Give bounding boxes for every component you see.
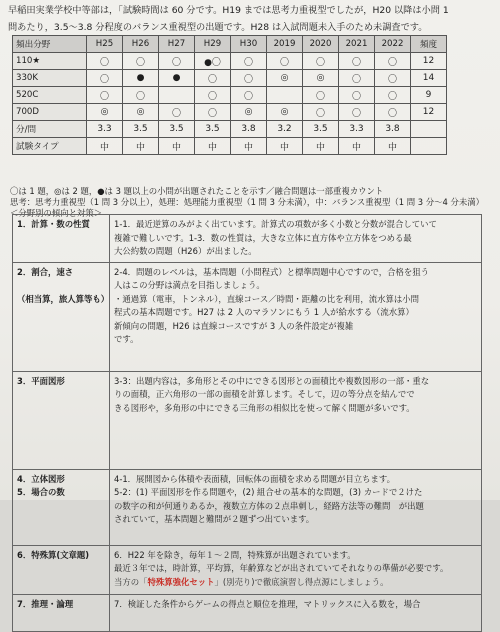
table-cell: 〇 xyxy=(123,53,159,70)
table-cell: 〇 xyxy=(159,53,195,70)
column-header: 頻度 xyxy=(411,36,447,53)
trend-description xyxy=(110,545,482,594)
table-cell: 〇 xyxy=(231,87,267,104)
table-cell: ●〇 xyxy=(195,53,231,70)
table-cell: 3.5 xyxy=(303,121,339,138)
table-cell: 〇 xyxy=(195,87,231,104)
category-label: 6．特殊算(文章題) xyxy=(17,549,90,560)
trend-description xyxy=(110,371,482,469)
description-line: 人はこの分野は満点を目指しましょう。 xyxy=(114,280,265,290)
table-cell: 〇 xyxy=(87,70,123,87)
table-cell: 9 xyxy=(411,87,447,104)
description-line: 複雑で難しいです。1-3．数の性質は，大きな立体に直方体や立方体をつめる最 xyxy=(114,232,412,243)
table-cell: 〇 xyxy=(375,104,411,121)
promo-line xyxy=(114,576,477,590)
table-cell: 〇 xyxy=(195,104,231,121)
column-header: 2019 xyxy=(267,36,303,53)
table-cell: 中 xyxy=(123,138,159,155)
table-cell: 中 xyxy=(267,138,303,155)
trend-category xyxy=(13,469,110,545)
table-cell: ◎ xyxy=(303,70,339,87)
column-header: H26 xyxy=(123,36,159,53)
column-header: 頻出分野 xyxy=(13,36,87,53)
table-cell: 〇 xyxy=(303,104,339,121)
trend-category xyxy=(13,262,110,371)
table-cell: 3.3 xyxy=(87,121,123,138)
trend-row xyxy=(13,262,482,371)
description-line: されていて，基本問題と難問が２題ずつ出ています。 xyxy=(114,514,315,524)
description-line: りの面積，正六角形の一部の面積を計算します。そして，辺の等分点を結んでで xyxy=(114,389,415,399)
description-line: 3-3：出題内容は，多角形とその中にできる図形との面積比や複数図形の一部・重な xyxy=(114,375,430,386)
table-cell: 3.2 xyxy=(267,121,303,138)
promo-text: 」(別売り)で徹底演習し得点源にしましょう。 xyxy=(214,576,389,587)
trend-row xyxy=(13,371,482,469)
table-cell: 中 xyxy=(231,138,267,155)
table-cell: 12 xyxy=(411,53,447,70)
category-label: （相当算，旅人算等も） xyxy=(17,293,110,304)
trend-category xyxy=(13,594,110,631)
table-cell: 中 xyxy=(159,138,195,155)
table-cell xyxy=(267,87,303,104)
table-cell: 中 xyxy=(87,138,123,155)
table-cell: ● xyxy=(159,70,195,87)
table-header-row xyxy=(13,36,447,53)
table-cell: 〇 xyxy=(231,70,267,87)
trend-table xyxy=(12,214,482,632)
table-cell: 〇 xyxy=(339,104,375,121)
table-row xyxy=(13,70,447,87)
trend-category xyxy=(13,371,110,469)
table-row xyxy=(13,104,447,121)
table-cell: 〇 xyxy=(339,87,375,104)
trend-description xyxy=(110,594,482,631)
table-cell: 〇 xyxy=(267,53,303,70)
table-cell: 〇 xyxy=(339,53,375,70)
table-cell: 〇 xyxy=(159,104,195,121)
table-cell: 3.5 xyxy=(123,121,159,138)
description-line: 5-2：(1) 平面図形を作る問題や，(2) 組合せの基本的な問題，(3) カードで２けた xyxy=(114,487,423,497)
table-cell: 中 xyxy=(339,138,375,155)
table-cell: 〇 xyxy=(375,87,411,104)
promo-text: 当方の「 xyxy=(114,576,148,587)
column-header: H25 xyxy=(87,36,123,53)
category-label: 1．計算・数の性質 xyxy=(17,219,90,229)
table-cell: ● xyxy=(123,70,159,87)
description-line: の数字の和が何通りあるか，複数立方体の２点串刺し，経路方法等の難問 が出題 xyxy=(114,500,424,511)
table-row xyxy=(13,53,447,70)
column-header: H29 xyxy=(195,36,231,53)
trend-description xyxy=(110,262,482,371)
trend-row xyxy=(13,469,482,545)
table-cell: 〇 xyxy=(87,53,123,70)
intro-line-1: 早稲田実業学校中等部は，「試験時間は 60 分です。H19 までは思考力重視型でしたが，H20 以降は小問 1 xyxy=(8,5,449,16)
section-heading: ＜分野別の傾向と対策＞ xyxy=(10,208,103,218)
promo-product-name: 特殊算強化セット xyxy=(147,576,215,587)
trend-category xyxy=(13,215,110,263)
table-cell: 中 xyxy=(303,138,339,155)
table-cell: 〇 xyxy=(375,70,411,87)
table-cell: 3.8 xyxy=(231,121,267,138)
table-cell: 12 xyxy=(411,104,447,121)
category-label: 7．推理・論理 xyxy=(17,598,74,609)
description-line: です。 xyxy=(114,334,139,344)
table-cell: 〇 xyxy=(375,53,411,70)
trend-row xyxy=(13,594,482,631)
table-cell: 〇 xyxy=(123,87,159,104)
table-cell: 〇 xyxy=(303,53,339,70)
column-header: 2022 xyxy=(375,36,411,53)
description-line: きる図形や，多角形の中にできる三角形の相似比を使って解く問題が多いです。 xyxy=(114,402,415,413)
description-line: 最近３年では，時計算，平均算，年齢算などが出されていてそれなりの準備が必要です。 xyxy=(114,563,449,573)
table-cell xyxy=(411,138,447,155)
category-label: 2．割合，速さ xyxy=(17,266,74,277)
description-line: 2-4．問題のレベルは，基本問題（小問程式）と標準問題中心ですので，合格を狙う xyxy=(114,266,430,277)
table-cell xyxy=(159,87,195,104)
category-label: 3．平面図形 xyxy=(17,375,65,386)
table-cell: 中 xyxy=(375,138,411,155)
description-line: 新傾向の問題，H26 は直線コースですが 3 人の条件設定が複雑 xyxy=(114,320,354,331)
intro-paragraph xyxy=(8,2,492,36)
description-line: 程式の基本問題です。H27 は 2 人のマラソンにもう 1 人が給水する（流水算） xyxy=(114,307,414,317)
table-cell: 〇 xyxy=(87,87,123,104)
table-cell: ◎ xyxy=(267,70,303,87)
frequency-table xyxy=(12,35,447,155)
trend-description xyxy=(110,215,482,263)
table-cell: 〇 xyxy=(195,70,231,87)
row-label: 520C xyxy=(13,87,87,104)
table-cell: ◎ xyxy=(123,104,159,121)
table-cell: 3.5 xyxy=(159,121,195,138)
row-label: 試験タイプ xyxy=(13,138,87,155)
description-line: ・通過算（電車，トンネル），直線コース／時間・距離の比を利用，流水算は小問 xyxy=(114,293,420,304)
table-cell xyxy=(411,121,447,138)
table-row xyxy=(13,138,447,155)
table-cell: 3.8 xyxy=(375,121,411,138)
legend-symbols: 〇は 1 題，◎は 2 題，●は 3 題以上の小問が出題されたことを示す／融合問題は一部重複カウント xyxy=(10,186,384,196)
column-header: 2021 xyxy=(339,36,375,53)
table-cell: ◎ xyxy=(231,104,267,121)
row-label: 110★ xyxy=(13,53,87,70)
table-cell: 〇 xyxy=(231,53,267,70)
trend-category xyxy=(13,545,110,594)
description-line: 7．検証した条件からゲームの得点と順位を推理，マトリックスに入る数を，場合 xyxy=(114,598,421,609)
description-line: 大公約数の問題（H26）が出ました。 xyxy=(114,246,257,256)
row-label: 700D xyxy=(13,104,87,121)
category-label: 5．場合の数 xyxy=(17,487,65,497)
table-row xyxy=(13,87,447,104)
table-cell: 3.3 xyxy=(339,121,375,138)
column-header: 2020 xyxy=(303,36,339,53)
row-label: 330K xyxy=(13,70,87,87)
trend-row xyxy=(13,545,482,594)
trend-description xyxy=(110,469,482,545)
category-label xyxy=(17,279,105,293)
description-line: 6．H22 年を除き，毎年１～２問，特殊算が出題されています。 xyxy=(114,549,356,560)
intro-line-2: 問あたり，3.5～3.8 分程度のバランス重視型の出題です。H28 は入試問題未入手のため未調査です。 xyxy=(8,22,428,33)
description-line: 4-1．展開図から体積や表面積，回転体の面積を求める問題が目立ちます。 xyxy=(114,473,396,484)
description-line: 1-1．最近逆算のみがよく出ています。計算式の項数が多く小数と分数が混合していて xyxy=(114,219,437,229)
category-label: 4．立体図形 xyxy=(17,473,65,484)
table-cell: ◎ xyxy=(267,104,303,121)
column-header: H27 xyxy=(159,36,195,53)
table-row xyxy=(13,121,447,138)
legend-types: 思考：思考力重視型（1 問 3 分以上），処理：処理能力重視型（1 問 3 分未満），中：バランス重視型（1 問 3 分～4 分未満） xyxy=(10,197,485,207)
table-cell: 中 xyxy=(195,138,231,155)
column-header: H30 xyxy=(231,36,267,53)
trend-row xyxy=(13,215,482,263)
table-cell: 〇 xyxy=(339,70,375,87)
description-line xyxy=(114,415,477,429)
table-cell: 〇 xyxy=(303,87,339,104)
table-cell: 3.5 xyxy=(195,121,231,138)
row-label: 分/問 xyxy=(13,121,87,138)
table-cell: ◎ xyxy=(87,104,123,121)
table-cell: 14 xyxy=(411,70,447,87)
